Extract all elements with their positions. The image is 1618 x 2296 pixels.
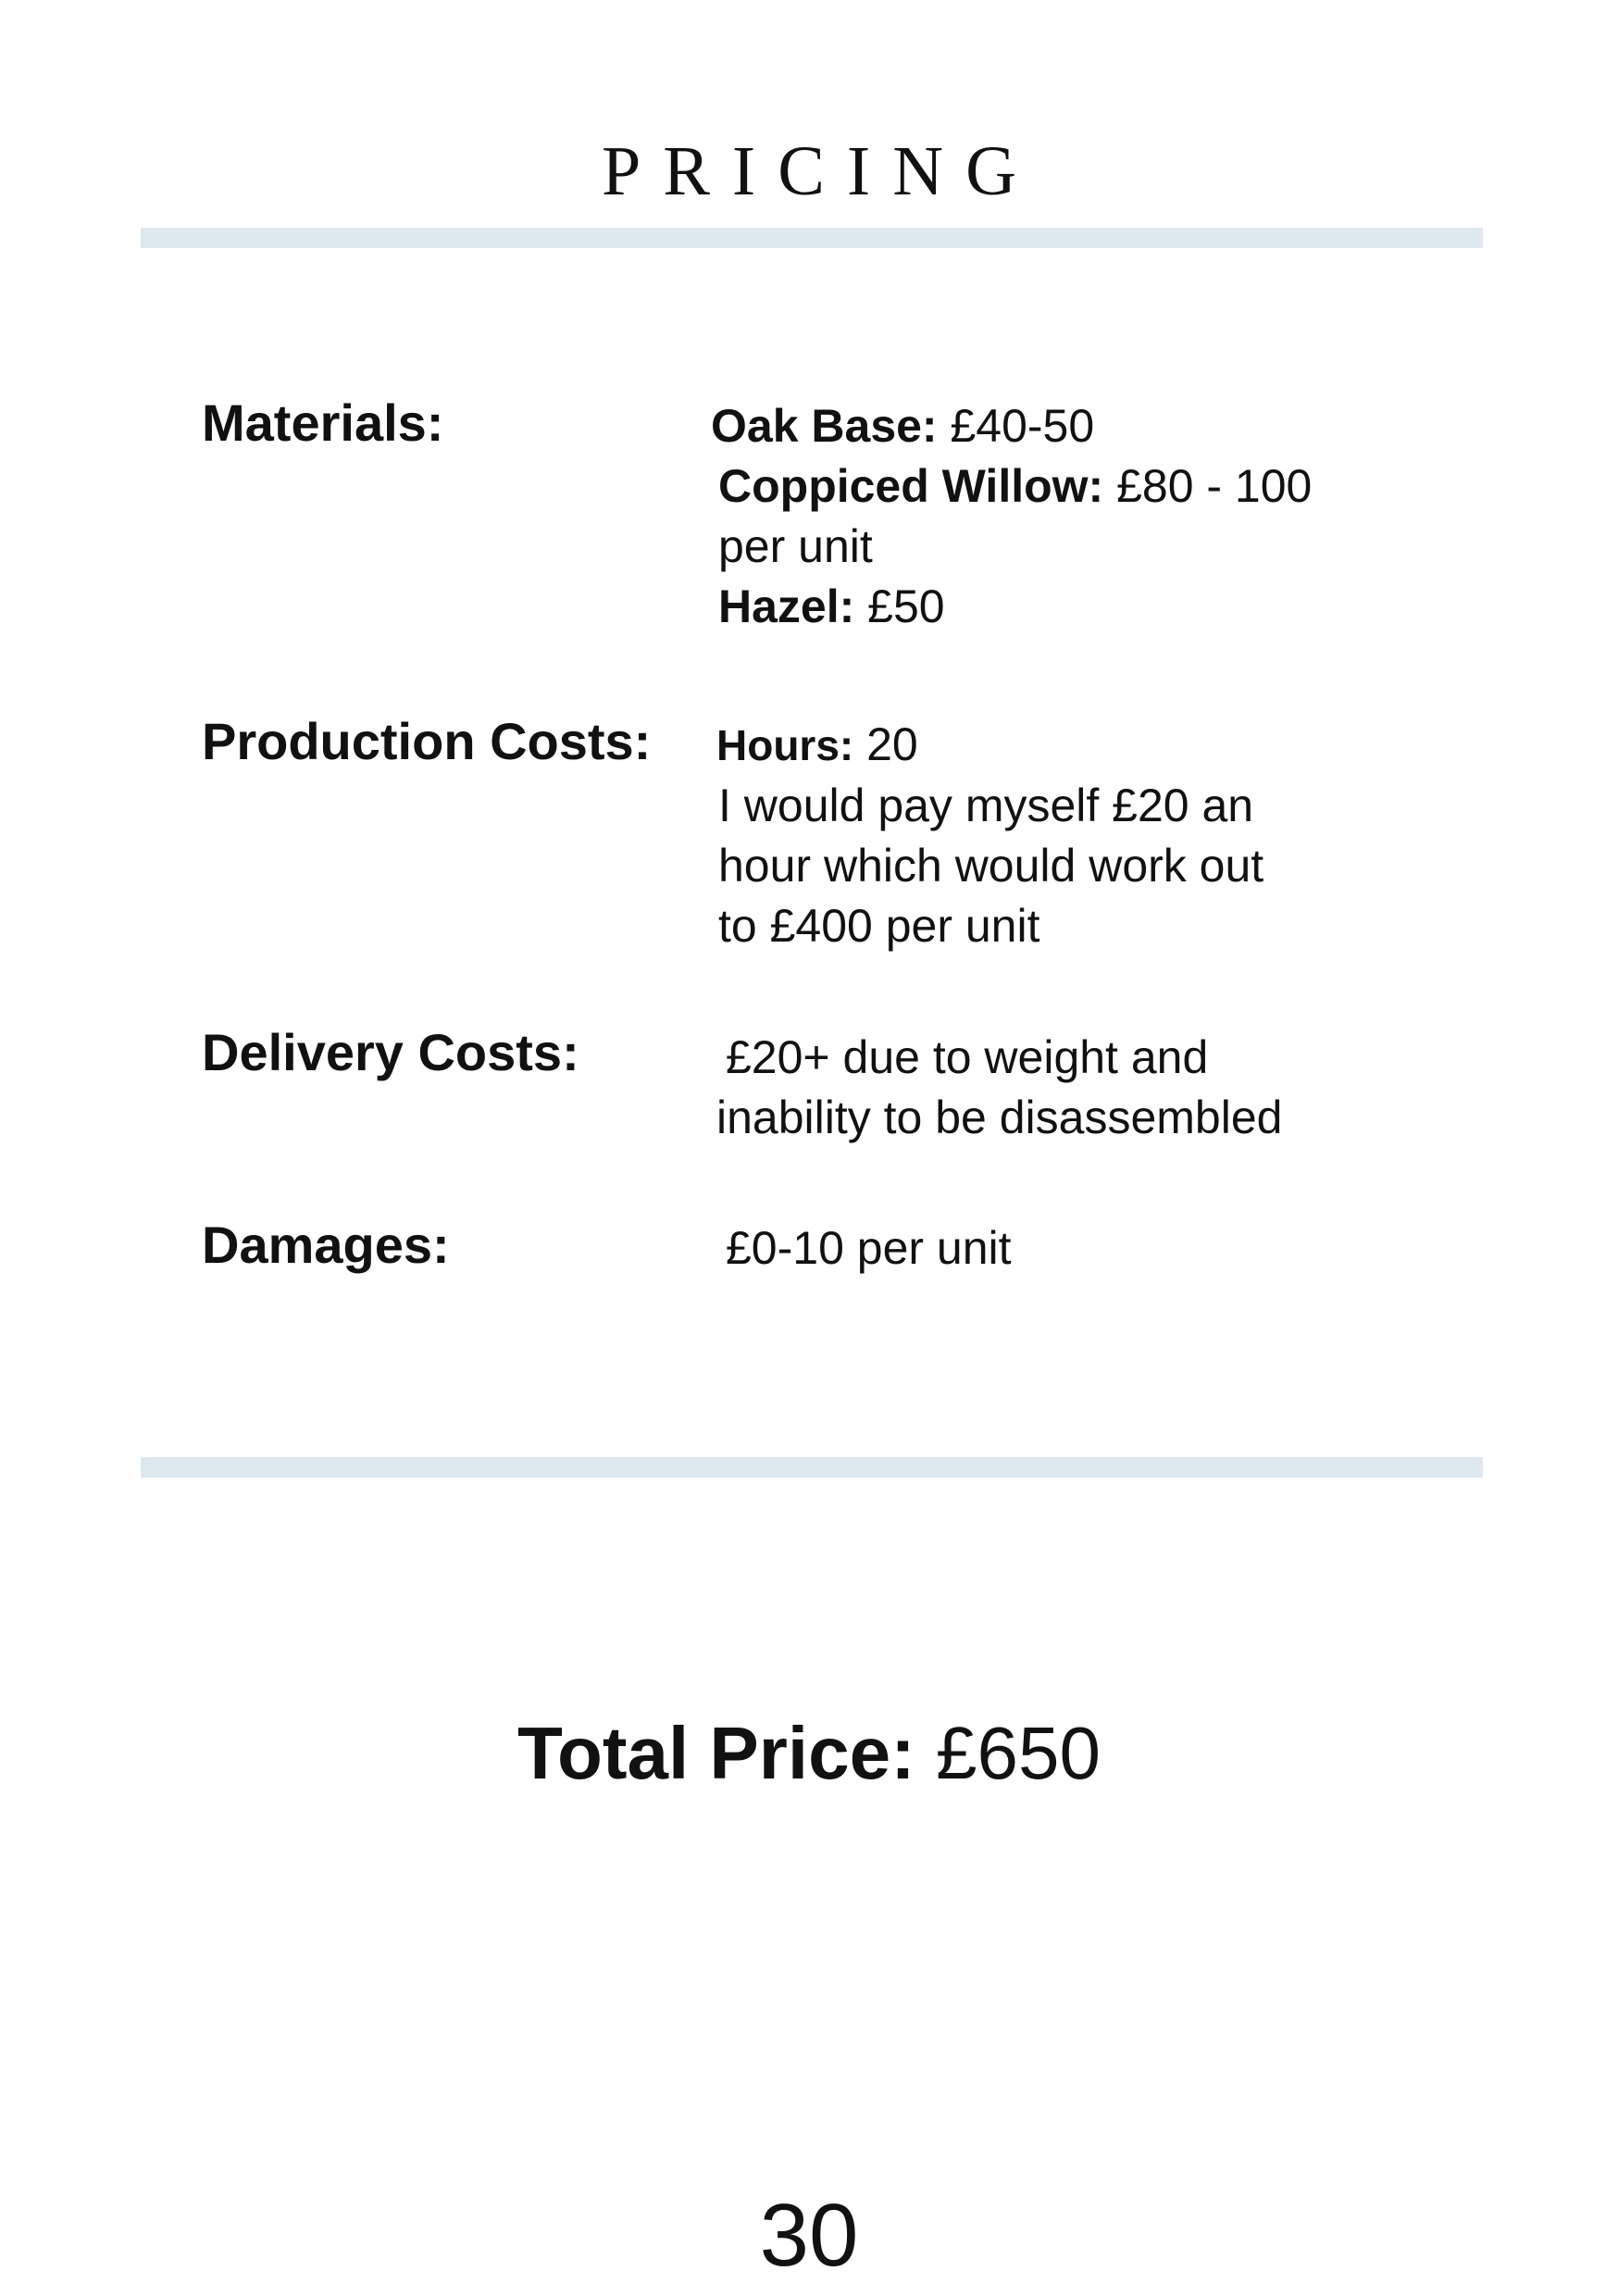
delivery-line: £20+ due to weight and xyxy=(726,1031,1209,1083)
total-price-label: Total Price: xyxy=(517,1712,915,1794)
production-line: I would pay myself £20 an xyxy=(718,780,1254,831)
item-key: Coppiced Willow: xyxy=(718,460,1104,512)
page-title: PRICING xyxy=(601,132,1039,210)
item-value: £80 - 100 xyxy=(1103,460,1313,512)
materials-item-hazel xyxy=(711,577,1414,637)
damages-details xyxy=(726,1218,1429,1279)
materials-item-coppiced-willow xyxy=(711,456,1414,517)
hours-value: 20 xyxy=(853,718,918,770)
hours-key: Hours: xyxy=(716,721,854,769)
damages-value: £0-10 per unit xyxy=(726,1222,1012,1274)
production-hours xyxy=(716,715,1420,776)
materials-details xyxy=(711,396,1414,637)
materials-label: Materials: xyxy=(202,393,444,452)
materials-item-oak-base xyxy=(711,396,1414,456)
top-divider xyxy=(141,228,1483,248)
page-number: 30 xyxy=(759,2186,859,2285)
delivery-costs-label: Delivery Costs: xyxy=(202,1023,579,1081)
delivery-costs-details xyxy=(716,1028,1420,1148)
item-key: Oak Base: xyxy=(711,400,938,452)
production-line: to £400 per unit xyxy=(718,900,1040,952)
bottom-divider xyxy=(141,1457,1483,1478)
production-line: hour which would work out xyxy=(718,840,1264,892)
production-costs-details xyxy=(716,715,1420,956)
item-value: £40-50 xyxy=(937,400,1095,452)
item-value: £50 xyxy=(854,580,945,632)
total-price xyxy=(0,1707,1618,1800)
production-costs-label: Production Costs: xyxy=(202,712,652,770)
materials-continuation: per unit xyxy=(718,520,873,572)
total-price-value: £650 xyxy=(915,1712,1101,1794)
delivery-line: inability to be disassembled xyxy=(716,1092,1283,1143)
damages-label: Damages: xyxy=(202,1216,450,1274)
item-key: Hazel: xyxy=(718,580,855,632)
